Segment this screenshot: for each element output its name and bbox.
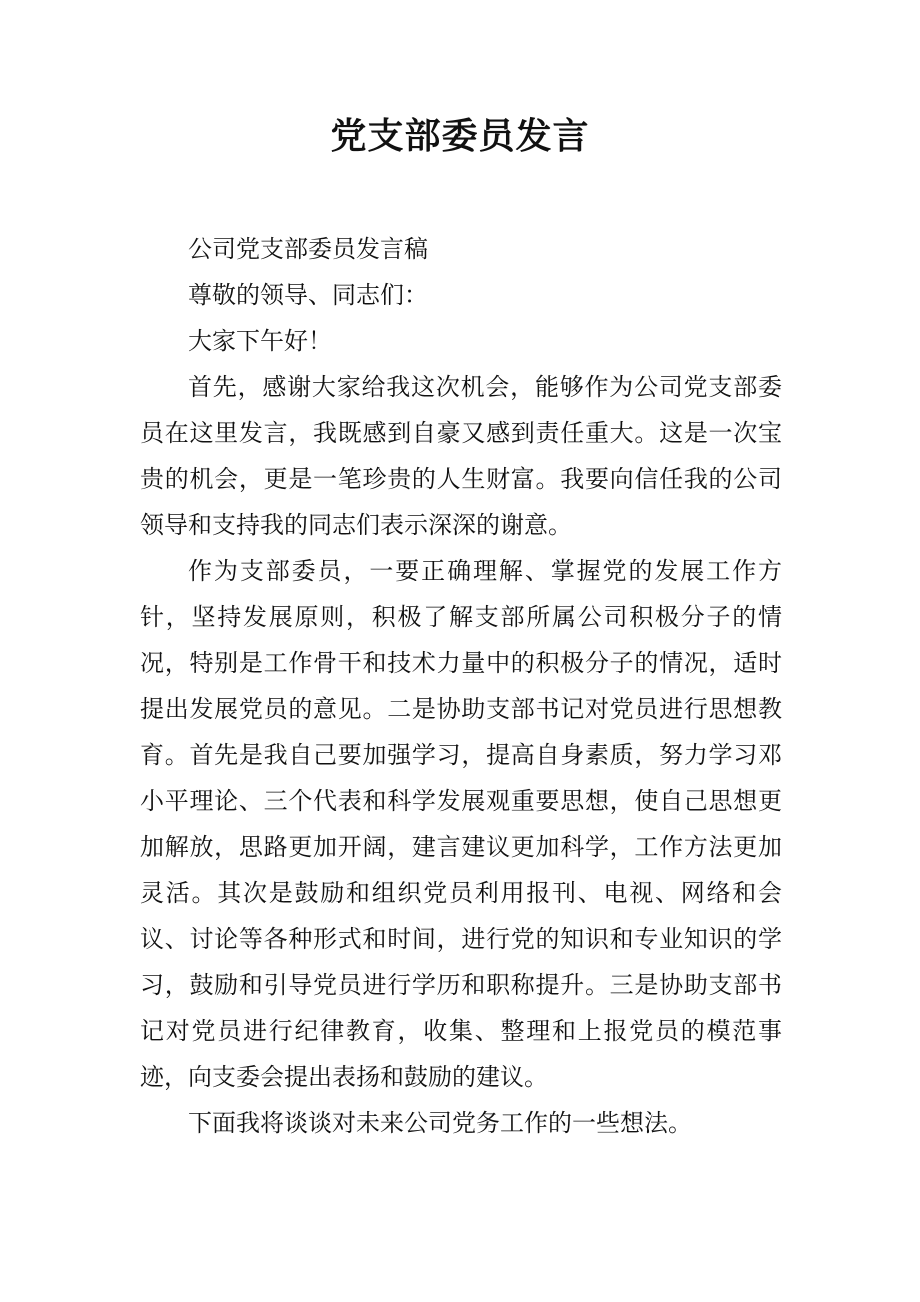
paragraph-greeting: 大家下午好！ [188,327,332,355]
paragraph-duties: 作为支部委员，一要正确理解、掌握党的发展工作方针，坚持发展原则，积极了解支部所属公司积极分子的情况，特别是工作骨干和技术力量中的积极分子的情况，适时提出发展党员的意见。二是协助支部书记对党员进行思想教育。首先是我自己要加强学习，提高自身素质，努力学习邓小平理论、三个代表和科学发展观重要思想，使自己思想更加解放，思路更加开阔，建言建议更加科学，工作方法更加灵活。其次是鼓励和组织党员利用报刊、电视、网络和会议、讨论等各种形式和时间，进行党的知识和专业知识的学习，鼓励和引导党员进行学历和职称提升。三是协助支部书记对党员进行纪律教育，收集、整理和上报党员的模范事迹，向支委会提出表扬和鼓励的建议。 [140,557,782,1091]
paragraph-outlook: 下面我将谈谈对未来公司党务工作的一些想法。 [188,1109,692,1137]
paragraph-subtitle: 公司党支部委员发言稿 [188,235,428,263]
document-title: 党支部委员发言 [330,115,590,157]
document-body [140,226,782,1146]
paragraph-salutation: 尊敬的领导、同志们： [188,281,428,309]
paragraph-thanks: 首先，感谢大家给我这次机会，能够作为公司党支部委员在这里发言，我既感到自豪又感到责任重大。这是一次宝贵的机会，更是一笔珍贵的人生财富。我要向信任我的公司领导和支持我的同志们表示深深的谢意。 [140,373,782,539]
